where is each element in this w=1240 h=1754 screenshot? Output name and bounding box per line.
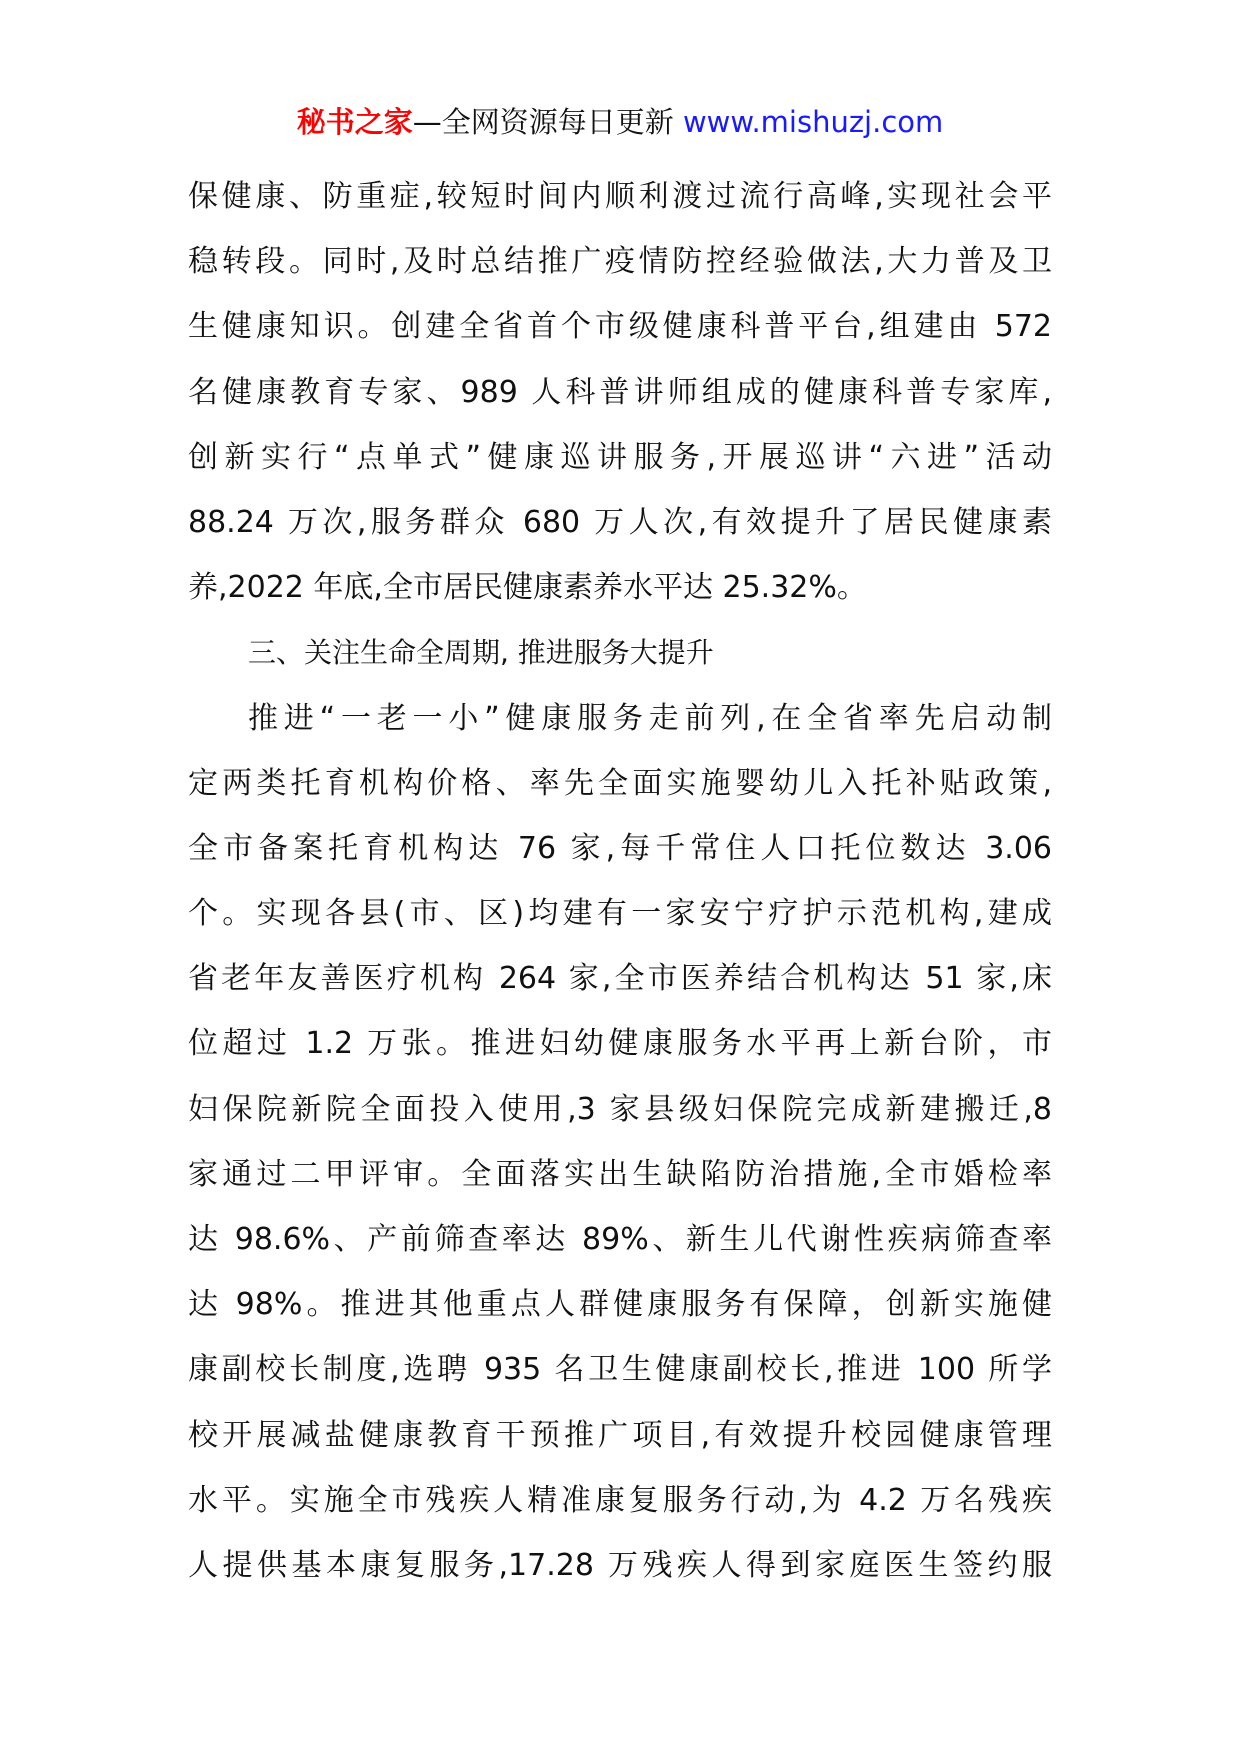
text-line: 家通过二甲评审。全面落实出生缺陷防治措施,全市婚检率 — [188, 1156, 1052, 1192]
text-line: 妇保院新院全面投入使用,3 家县级妇保院完成新建搬迁,8 — [188, 1091, 1052, 1127]
text-line: 创新实行“点单式”健康巡讲服务,开展巡讲“六进”活动 — [188, 439, 1052, 475]
text-line: 位超过 1.2 万张。推进妇幼健康服务水平再上新台阶，市 — [188, 1026, 1052, 1062]
text-line: 达 98.6%、产前筛查率达 89%、新生儿代谢性疾病筛查率 — [188, 1222, 1052, 1257]
text-line: 名健康教育专家、989 人科普讲师组成的健康科普专家库, — [188, 374, 1052, 410]
text-line: 全市备案托育机构达 76 家,每千常住人口托位数达 3.06 — [188, 830, 1052, 866]
text-line: 康副校长制度,选聘 935 名卫生健康副校长,推进 100 所学 — [188, 1352, 1052, 1388]
section-heading: 三、关注生命全周期, 推进服务大提升 — [248, 636, 714, 670]
header-tagline: —全网资源每日更新 — [412, 105, 683, 139]
text-line: 88.24 万次,服务群众 680 万人次,有效提升了居民健康素 — [188, 504, 1052, 540]
text-line: 保健康、防重症,较短时间内顺利渡过流行高峰,实现社会平 — [188, 179, 1052, 214]
text-line: 定两类托育机构价格、率先全面实施婴幼儿入托补贴政策, — [188, 765, 1052, 801]
text-line: 校开展减盐健康教育干预推广项目,有效提升校园健康管理 — [188, 1417, 1052, 1453]
text-line: 水平。实施全市残疾人精准康复服务行动,为 4.2 万名残疾 — [188, 1482, 1052, 1518]
page-header — [0, 100, 1240, 144]
text-line: 个。实现各县(市、区)均建有一家安宁疗护示范机构,建成 — [188, 896, 1052, 932]
text-line: 稳转段。同时,及时总结推广疫情防控经验做法,大力普及卫 — [188, 244, 1052, 280]
text-line: 人提供基本康复服务,17.28 万残疾人得到家庭医生签约服 — [188, 1547, 1052, 1583]
text-line: 推进“一老一小”健康服务走前列,在全省率先启动制 — [248, 700, 1052, 736]
brand-name: 秘书之家 — [296, 105, 413, 139]
text-line: 养,2022 年底,全市居民健康素养水平达 25.32%。 — [188, 570, 867, 606]
text-line: 省老年友善医疗机构 264 家,全市医养结合机构达 51 家,床 — [188, 961, 1052, 997]
text-line: 生健康知识。创建全省首个市级健康科普平台,组建由 572 — [188, 309, 1052, 345]
text-line: 达 98%。推进其他重点人群健康服务有保障，创新实施健 — [188, 1287, 1052, 1323]
document-body — [188, 164, 1052, 1598]
website-url[interactable]: www.mishuzj.com — [682, 105, 944, 139]
